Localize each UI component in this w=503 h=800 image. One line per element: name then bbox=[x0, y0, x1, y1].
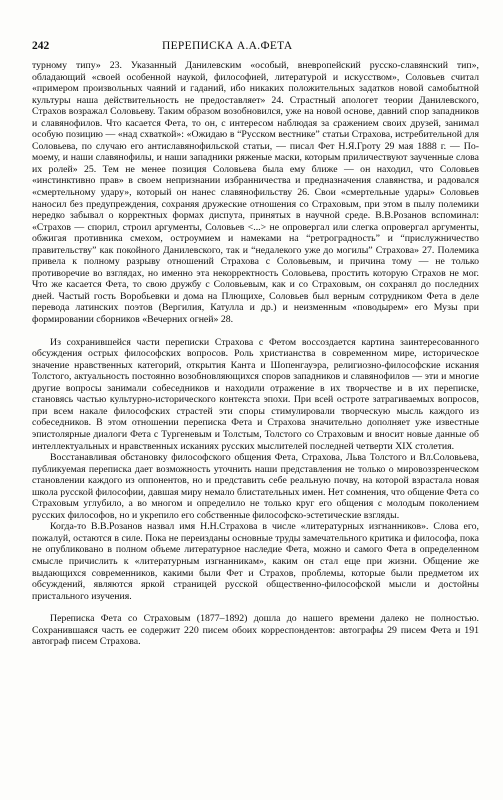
page-number: 242 bbox=[32, 40, 50, 52]
running-head: ПЕРЕПИСКА А.А.ФЕТА bbox=[162, 40, 293, 52]
section-gap bbox=[32, 326, 479, 337]
paragraph-1: турному типу» 23. Указанный Данилевским «особый, вневропейский русско-славянский тип», обладающий «своей особенной наукой, философией, литературой и искусством», Соловьев считал «примером произвольных чаяний и гаданий, ибо никаких положительных задатков новой самобытной культуры наша действительность не предоставляет» 24. Страстный апологет теории Данилевского, Страхов возражал Соловьеву. Таким образом возобновился, уже на новой основе, давний спор западников и славянофилов. Что касается Фета, то он, с интересом наблюдая за сражением своих друзей, занимал особую позицию — «над схваткой»: «Ожидаю в “Русском вестнике” статьи Страхова, истребительной для Соловьева, по случаю его антиславянофильской статьи, — писал Фет Н.Я.Гроту 29 мая 1888 г. — По-моему, и наши славянофилы, и наши западники ряженые маски, которым приличествуют заученные слова их ролей» 25. Тем не менее позиция Соловьева была ему ближе — он находил, что Соловьев «инстинктивно прав» в своем непризнании избранничества и предназначения славянства, и радовался «смертельному удару», который он нанес славянофильству 26. Свои «смертельные удары» Соловьев наносил без предупреждения, сохраняя дружеские отношения со Страховым, при этом в пылу полемики нередко забывал о корректных формах диспута, принятых в научной среде. В.В.Розанов вспоминал: «Страхов — спорил, строил аргументы, Соловьев <...> не опровергал или слегка опровергал аргументы, обжигая противника смехом, остроумием и намеками на “ретроградность” и “прислужничество правительству” как покойного Данилевского, так и “недалекого уже до могилы” Страхова» 27. Полемика привела к полному разрыву отношений Страхова с Соловьевым, и причина тому — не только противоречие во взглядах, но именно эта некорректность Соловьева, простить которую Страхов не мог. Что же касается Фета, то свою дружбу с Соловьевым, как и со Страховым, он сохранял до последних дней. Частый гость Воробьевки и дома на Плющихе, Соловьев был верным сотрудником Фета в деле перевода латинских поэтов (Вергилия, Катулла и др.) и неизменным «поводырем» его Музы при формировании сборников «Вечерних огней» 28. bbox=[32, 60, 479, 326]
page-header bbox=[32, 40, 479, 60]
section-gap bbox=[32, 602, 479, 613]
paragraph-5: Переписка Фета со Страховым (1877–1892) дошла до нашего времени далеко не полностью. Сохранившаяся часть ее содержит 220 писем обоих корреспондентов: автографы 29 писем Фета и 191 автограф писем Страхова. bbox=[32, 613, 479, 648]
paragraph-3: Восстанавливая обстановку философского общения Фета, Страхова, Льва Толстого и Вл.Соловьева, публикуемая переписка дает возможность уточнить наши представления не только о мировоззренческом становлении каждого из оппонентов, но и представить себе реальную почву, на которой взрастала новая школа русской философии, давшая миру немало блистательных имен. Нет сомнения, что общение Фета со Страховым углубило, а во многом и определило не только круг его общения с молодым поколением русских философов, но и укрепило его собственные философско-эстетические взгляды. bbox=[32, 452, 479, 521]
paragraph-4: Когда-то В.В.Розанов назвал имя Н.Н.Страхова в числе «литературных изгнанников». Слова его, пожалуй, остаются в силе. Пока не переизданы основные труды замечательного критика и философа, пока не опубликовано в полном объеме литературное наследие Фета, можно и самого Фета в определенном смысле причислить к «литературным изгнанникам», каким он стал еще при жизни. Общение же выдающихся современников, какими были Фет и Страхов, проблемы, которые были предметом их обсуждений, являются яркой страницей русской общественно-философской мысли и достойны пристального изучения. bbox=[32, 521, 479, 602]
paragraph-2: Из сохранившейся части переписки Страхова с Фетом воссоздается картина заинтересованного обсуждения острых философских вопросов. Роль христианства в современном мире, историческое значение нравственных категорий, открытия Канта и Шопенгауэра, религиозно-философские искания Толстого, актуальность постоянно возобновляющихся споров западников и славянофилов — эти и многие другие вопросы занимали собеседников и находили отражение в их творчестве и в их переписке, становясь частью культурно-исторического контекста эпохи. При всей остроте затрагиваемых вопросов, при всем накале философских страстей эти споры стимулировали творческую мысль каждого из собеседников. В этом отношении переписка Фета и Страхова значительно дополняет уже известные эпистолярные диалоги Фета с Тургеневым и Толстым, Толстого со Страховым и вносит новые данные об интеллектуальных и нравственных исканиях русских мыслителей последней четверти XIX столетия. bbox=[32, 336, 479, 452]
